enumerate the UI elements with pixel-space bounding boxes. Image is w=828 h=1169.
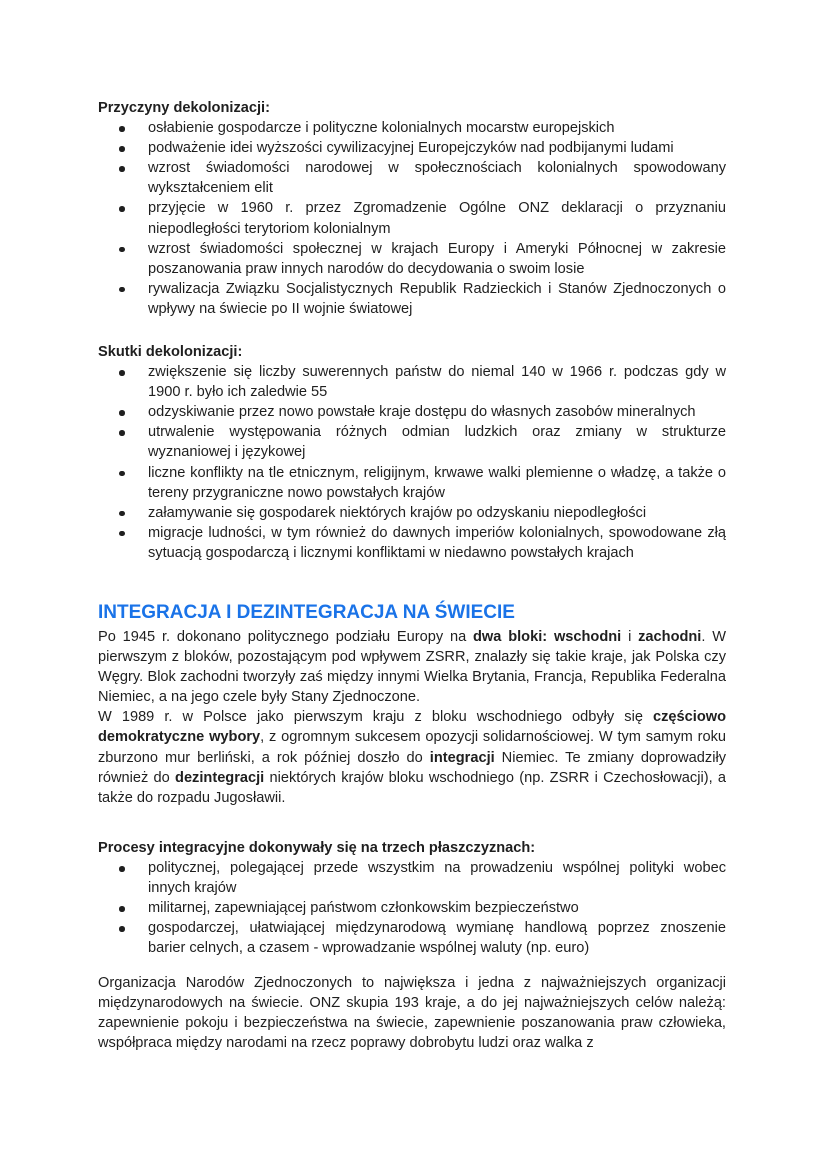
text: niektórych krajów bloku wschodniego (np. ZSRR i Czechosłowacji), a także do rozpadu Jugosławii.: [98, 769, 726, 806]
causes-section: [98, 98, 726, 319]
bold-text: częściowo demokratyczne wybory: [98, 709, 726, 746]
text: , z ogromnym sukcesem opozycji solidarnościowej. W tym samym roku zburzono mur berliński, a rok później doszło do: [98, 729, 726, 766]
paragraph: [98, 707, 726, 807]
list-item: zwiększenie się liczby suwerennych państw do niemal 140 w 1966 r. podczas gdy w 1900 r. było ich zaledwie 55: [98, 362, 726, 402]
list-item: politycznej, polegającej przede wszystkim na prowadzeniu wspólnej polityki wobec innych krajów: [98, 858, 726, 898]
list-item: utrwalenie występowania różnych odmian ludzkich oraz zmiany w strukturze wyznaniowej i językowej: [98, 422, 726, 462]
list-item: wzrost świadomości społecznej w krajach Europy i Ameryki Północnej w zakresie poszanowania praw innych narodów do decydowania o swoim losie: [98, 239, 726, 279]
list-item: osłabienie gospodarcze i polityczne kolonialnych mocarstw europejskich: [98, 118, 726, 138]
text: . W pierwszym z bloków, pozostającym pod wpływem ZSRR, znalazły się takie kraje, jak Polska czy Węgry. Blok zachodni tworzyły zaś między innymi Wielka Brytania, Francja, Republika Federalna Niemiec, a na jego czele były Stany Zjednoczone.: [98, 629, 727, 706]
integration-list: [98, 858, 726, 958]
text: Niemiec. Te zmiany doprowadziły również do: [98, 749, 726, 786]
text: i: [621, 629, 639, 645]
bold-text: dwa bloki: wschodni: [473, 629, 622, 645]
list-item: gospodarczej, ułatwiającej międzynarodową wymianę handlową poprzez znoszenie barier celnych, a czasem - wprowadzanie wspólnej waluty (np. euro): [98, 918, 726, 958]
list-item: wzrost świadomości narodowej w społecznościach kolonialnych spowodowany wykształceniem elit: [98, 158, 726, 198]
list-item: rywalizacja Związku Socjalistycznych Republik Radzieckich i Stanów Zjednoczonych o wpływy na świecie po II wojnie światowej: [98, 279, 726, 319]
text: W 1989 r. w Polsce jako pierwszym kraju z bloku wschodniego odbyły się: [98, 709, 653, 726]
effects-list: [98, 362, 726, 563]
bold-text: integracji: [429, 749, 495, 766]
list-item: przyjęcie w 1960 r. przez Zgromadzenie Ogólne ONZ deklaracji o przyznaniu niepodległości terytoriom kolonialnym: [98, 198, 726, 238]
integration-heading: Procesy integracyjne dokonywały się na trzech płaszczyznach:: [98, 840, 536, 856]
text: Po 1945 r. dokonano politycznego podziału Europy na: [98, 629, 474, 645]
section-body: [98, 627, 726, 808]
bold-text: zachodni: [638, 629, 702, 645]
list-item: podważenie idei wyższości cywilizacyjnej Europejczyków nad podbijanymi ludami: [98, 138, 726, 158]
bold-text: dezintegracji: [175, 769, 265, 786]
effects-heading: Skutki dekolonizacji:: [98, 344, 243, 360]
un-paragraph: Organizacja Narodów Zjednoczonych to największa i jedna z najważniejszych organizacji międzynarodowych na świecie. ONZ skupia 193 kraje, a do jej najważniejszych celów należą: zapewnienie pokoju i bezpieczeństwa na świecie, zapewnienie poszanowania praw człowieka, współpraca między narodami na rzecz poprawy dobrobytu ludzi oraz walka z: [98, 975, 726, 1052]
section-title: INTEGRACJA I DEZINTEGRACJA NA ŚWIECIE: [98, 602, 515, 623]
list-item: liczne konflikty na tle etnicznym, religijnym, krwawe walki plemienne o władzę, a także o tereny przygraniczne nowo powstałych krajów: [98, 463, 726, 503]
list-item: załamywanie się gospodarek niektórych krajów po odzyskaniu niepodległości: [98, 503, 726, 523]
causes-list: [98, 118, 726, 319]
paragraph: [98, 627, 726, 707]
list-item: militarnej, zapewniającej państwom członkowskim bezpieczeństwo: [98, 898, 726, 918]
causes-heading: Przyczyny dekolonizacji:: [98, 100, 270, 116]
list-item: migracje ludności, w tym również do dawnych imperiów kolonialnych, spowodowane złą sytuacją gospodarczą i licznymi konfliktami w niedawno powstałych krajach: [98, 523, 726, 563]
integration-section: [98, 838, 726, 959]
effects-section: [98, 342, 726, 563]
list-item: odzyskiwanie przez nowo powstałe kraje dostępu do własnych zasobów mineralnych: [98, 402, 726, 422]
